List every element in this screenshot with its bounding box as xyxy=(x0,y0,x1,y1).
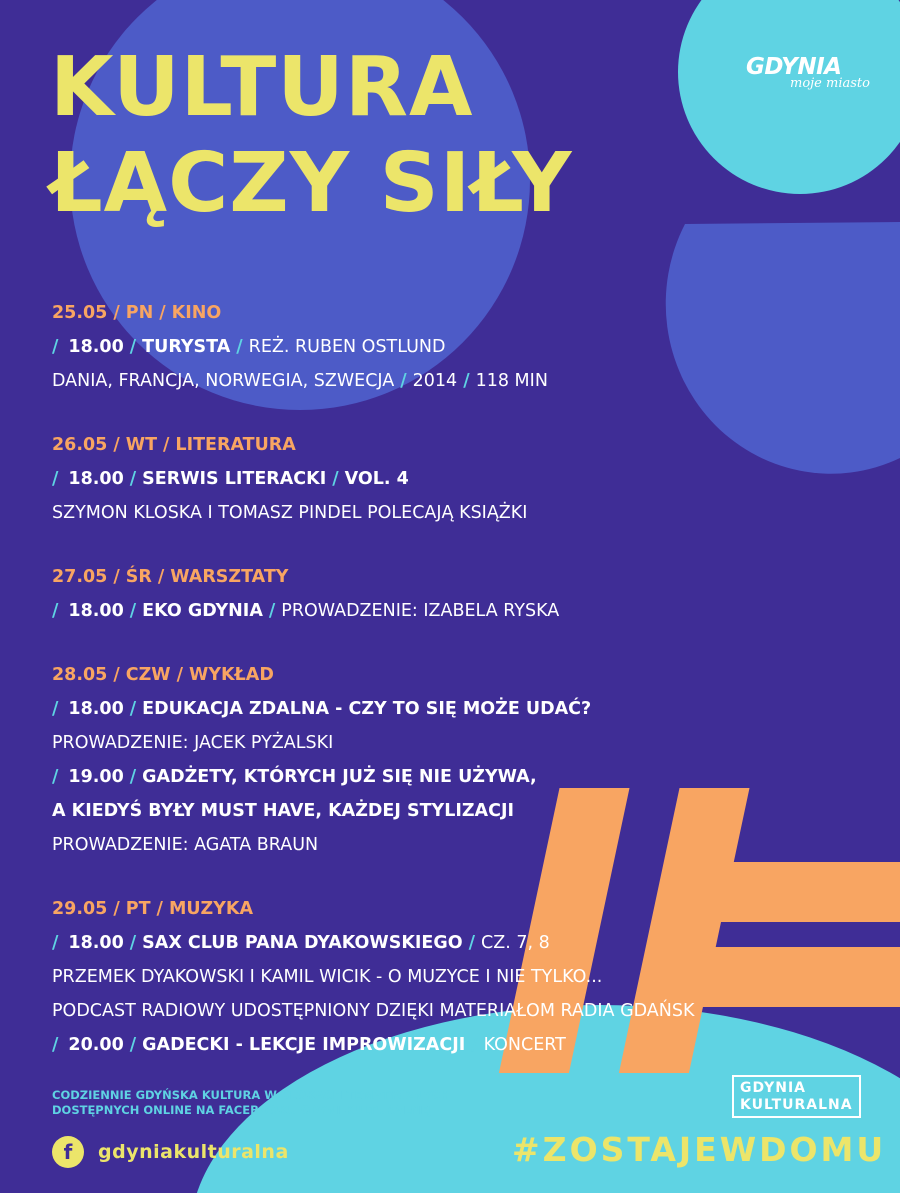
event-date: 29.05 xyxy=(52,899,108,919)
footer-info xyxy=(52,1088,450,1118)
event-time: 18.00 xyxy=(68,469,124,489)
event-type: KONCERT xyxy=(483,1035,566,1055)
event-line: / 19.00 / GADŻETY, KTÓRYCH JUŻ SIĘ NIE UŻYWA, xyxy=(52,767,537,787)
facebook-link[interactable] xyxy=(52,1136,289,1168)
event-host: PROWADZENIE: AGATA BRAUN xyxy=(52,835,319,855)
event-literatura xyxy=(52,428,852,530)
event-time: 18.00 xyxy=(68,933,124,953)
event-line: / 18.00 / EKO GDYNIA / PROWADZENIE: IZABELA RYSKA xyxy=(52,601,560,621)
event-title: TURYSTA xyxy=(142,337,231,357)
event-title: GADECKI - LEKCJE IMPROWIZACJI xyxy=(142,1035,466,1055)
schedule xyxy=(52,296,852,1092)
event-date: 25.05 xyxy=(52,303,108,323)
event-header: 26.05 / WT / LITERATURA xyxy=(52,435,296,455)
event-title: EKO GDYNIA xyxy=(142,601,263,621)
event-line: / 18.00 / TURYSTA / REŻ. RUBEN OSTLUND xyxy=(52,337,446,357)
event-host: PROWADZENIE: IZABELA RYSKA xyxy=(281,601,560,621)
event-date: 28.05 xyxy=(52,665,108,685)
event-category: KINO xyxy=(171,303,222,323)
event-time: 18.00 xyxy=(68,601,124,621)
event-muzyka xyxy=(52,892,852,1062)
event-line: / 18.00 / EDUKACJA ZDALNA - CZY TO SIĘ MOŻE UDAĆ? xyxy=(52,699,592,719)
footer-line-2: DOSTĘPNYCH ONLINE NA FACEBOOKU GDYNI KULTURALNEJ xyxy=(52,1103,433,1117)
event-time: 18.00 xyxy=(68,337,124,357)
event-date: 26.05 xyxy=(52,435,108,455)
gdynia-kulturalna-logo xyxy=(732,1075,861,1118)
event-volume: VOL. 4 xyxy=(344,469,409,489)
event-title: EDUKACJA ZDALNA - CZY TO SIĘ MOŻE UDAĆ? xyxy=(142,699,592,719)
event-title: SAX CLUB PANA DYAKOWSKIEGO xyxy=(142,933,463,953)
facebook-icon: f xyxy=(52,1136,84,1168)
page-title xyxy=(50,40,573,232)
event-line: / 18.00 / SAX CLUB PANA DYAKOWSKIEGO / CZ. 7, 8 xyxy=(52,933,550,953)
event-header: 27.05 / ŚR / WARSZTATY xyxy=(52,567,289,587)
event-description: PODCAST RADIOWY UDOSTĘPNIONY DZIĘKI MATERIAŁOM RADIA GDAŃSK xyxy=(52,1001,695,1021)
footer-line-1: CODZIENNIE GDYŃSKA KULTURA W BLOKACH TEMATYCZNYCH xyxy=(52,1088,450,1102)
event-day: PT xyxy=(125,899,151,919)
event-host: PROWADZENIE: JACEK PYŻALSKI xyxy=(52,733,334,753)
event-category: MUZYKA xyxy=(168,899,254,919)
event-title: SERWIS LITERACKI xyxy=(142,469,327,489)
logo-main: GDYNIA xyxy=(746,54,842,80)
event-director: REŻ. RUBEN OSTLUND xyxy=(248,337,446,357)
event-title: GADŻETY, KTÓRYCH JUŻ SIĘ NIE UŻYWA, xyxy=(142,767,537,787)
event-day: PN xyxy=(125,303,154,323)
facebook-handle[interactable]: gdyniakulturalna xyxy=(98,1141,289,1163)
event-warsztaty xyxy=(52,560,852,628)
event-date: 27.05 xyxy=(52,567,108,587)
event-kino xyxy=(52,296,852,398)
event-time: 20.00 xyxy=(68,1035,124,1055)
event-category: WARSZTATY xyxy=(170,567,289,587)
event-day: WT xyxy=(125,435,158,455)
badge-line-2: KULTURALNA xyxy=(740,1097,853,1113)
event-description: PRZEMEK DYAKOWSKI I KAMIL WICIK - O MUZYCE I NIE TYLKO... xyxy=(52,967,603,987)
event-header: 25.05 / PN / KINO xyxy=(52,303,222,323)
event-header: 29.05 / PT / MUZYKA xyxy=(52,899,254,919)
title-line-2: ŁĄCZY SIŁY xyxy=(50,136,573,231)
hashtag: #ZOSTAJEWDOMU xyxy=(512,1130,887,1169)
logo-sub: moje miasto xyxy=(790,76,870,91)
event-title-continued: A KIEDYŚ BYŁY MUST HAVE, KAŻDEJ STYLIZACJI xyxy=(52,801,514,821)
event-description: SZYMON KLOSKA I TOMASZ PINDEL POLECAJĄ KSIĄŻKI xyxy=(52,503,528,523)
badge-line-1: GDYNIA xyxy=(740,1080,806,1096)
event-part: CZ. 7, 8 xyxy=(481,933,550,953)
event-line: DANIA, FRANCJA, NORWEGIA, SZWECJA / 2014 / 118 MIN xyxy=(52,371,548,391)
event-country: DANIA, FRANCJA, NORWEGIA, SZWECJA xyxy=(52,371,395,391)
event-time: 18.00 xyxy=(68,699,124,719)
event-line: / 18.00 / SERWIS LITERACKI / VOL. 4 xyxy=(52,469,409,489)
gdynia-logo xyxy=(746,54,871,99)
event-header: 28.05 / CZW / WYKŁAD xyxy=(52,665,274,685)
event-line: / 20.00 / GADECKI - LEKCJE IMPROWIZACJI / KONCERT xyxy=(52,1035,566,1055)
event-day: ŚR xyxy=(125,567,152,587)
event-day: CZW xyxy=(125,665,171,685)
event-duration: 118 MIN xyxy=(475,371,548,391)
event-category: WYKŁAD xyxy=(189,665,274,685)
event-year: 2014 xyxy=(412,371,458,391)
title-line-1: KULTURA xyxy=(50,40,474,135)
event-wyklad xyxy=(52,658,852,862)
event-category: LITERATURA xyxy=(175,435,296,455)
event-time: 19.00 xyxy=(68,767,124,787)
